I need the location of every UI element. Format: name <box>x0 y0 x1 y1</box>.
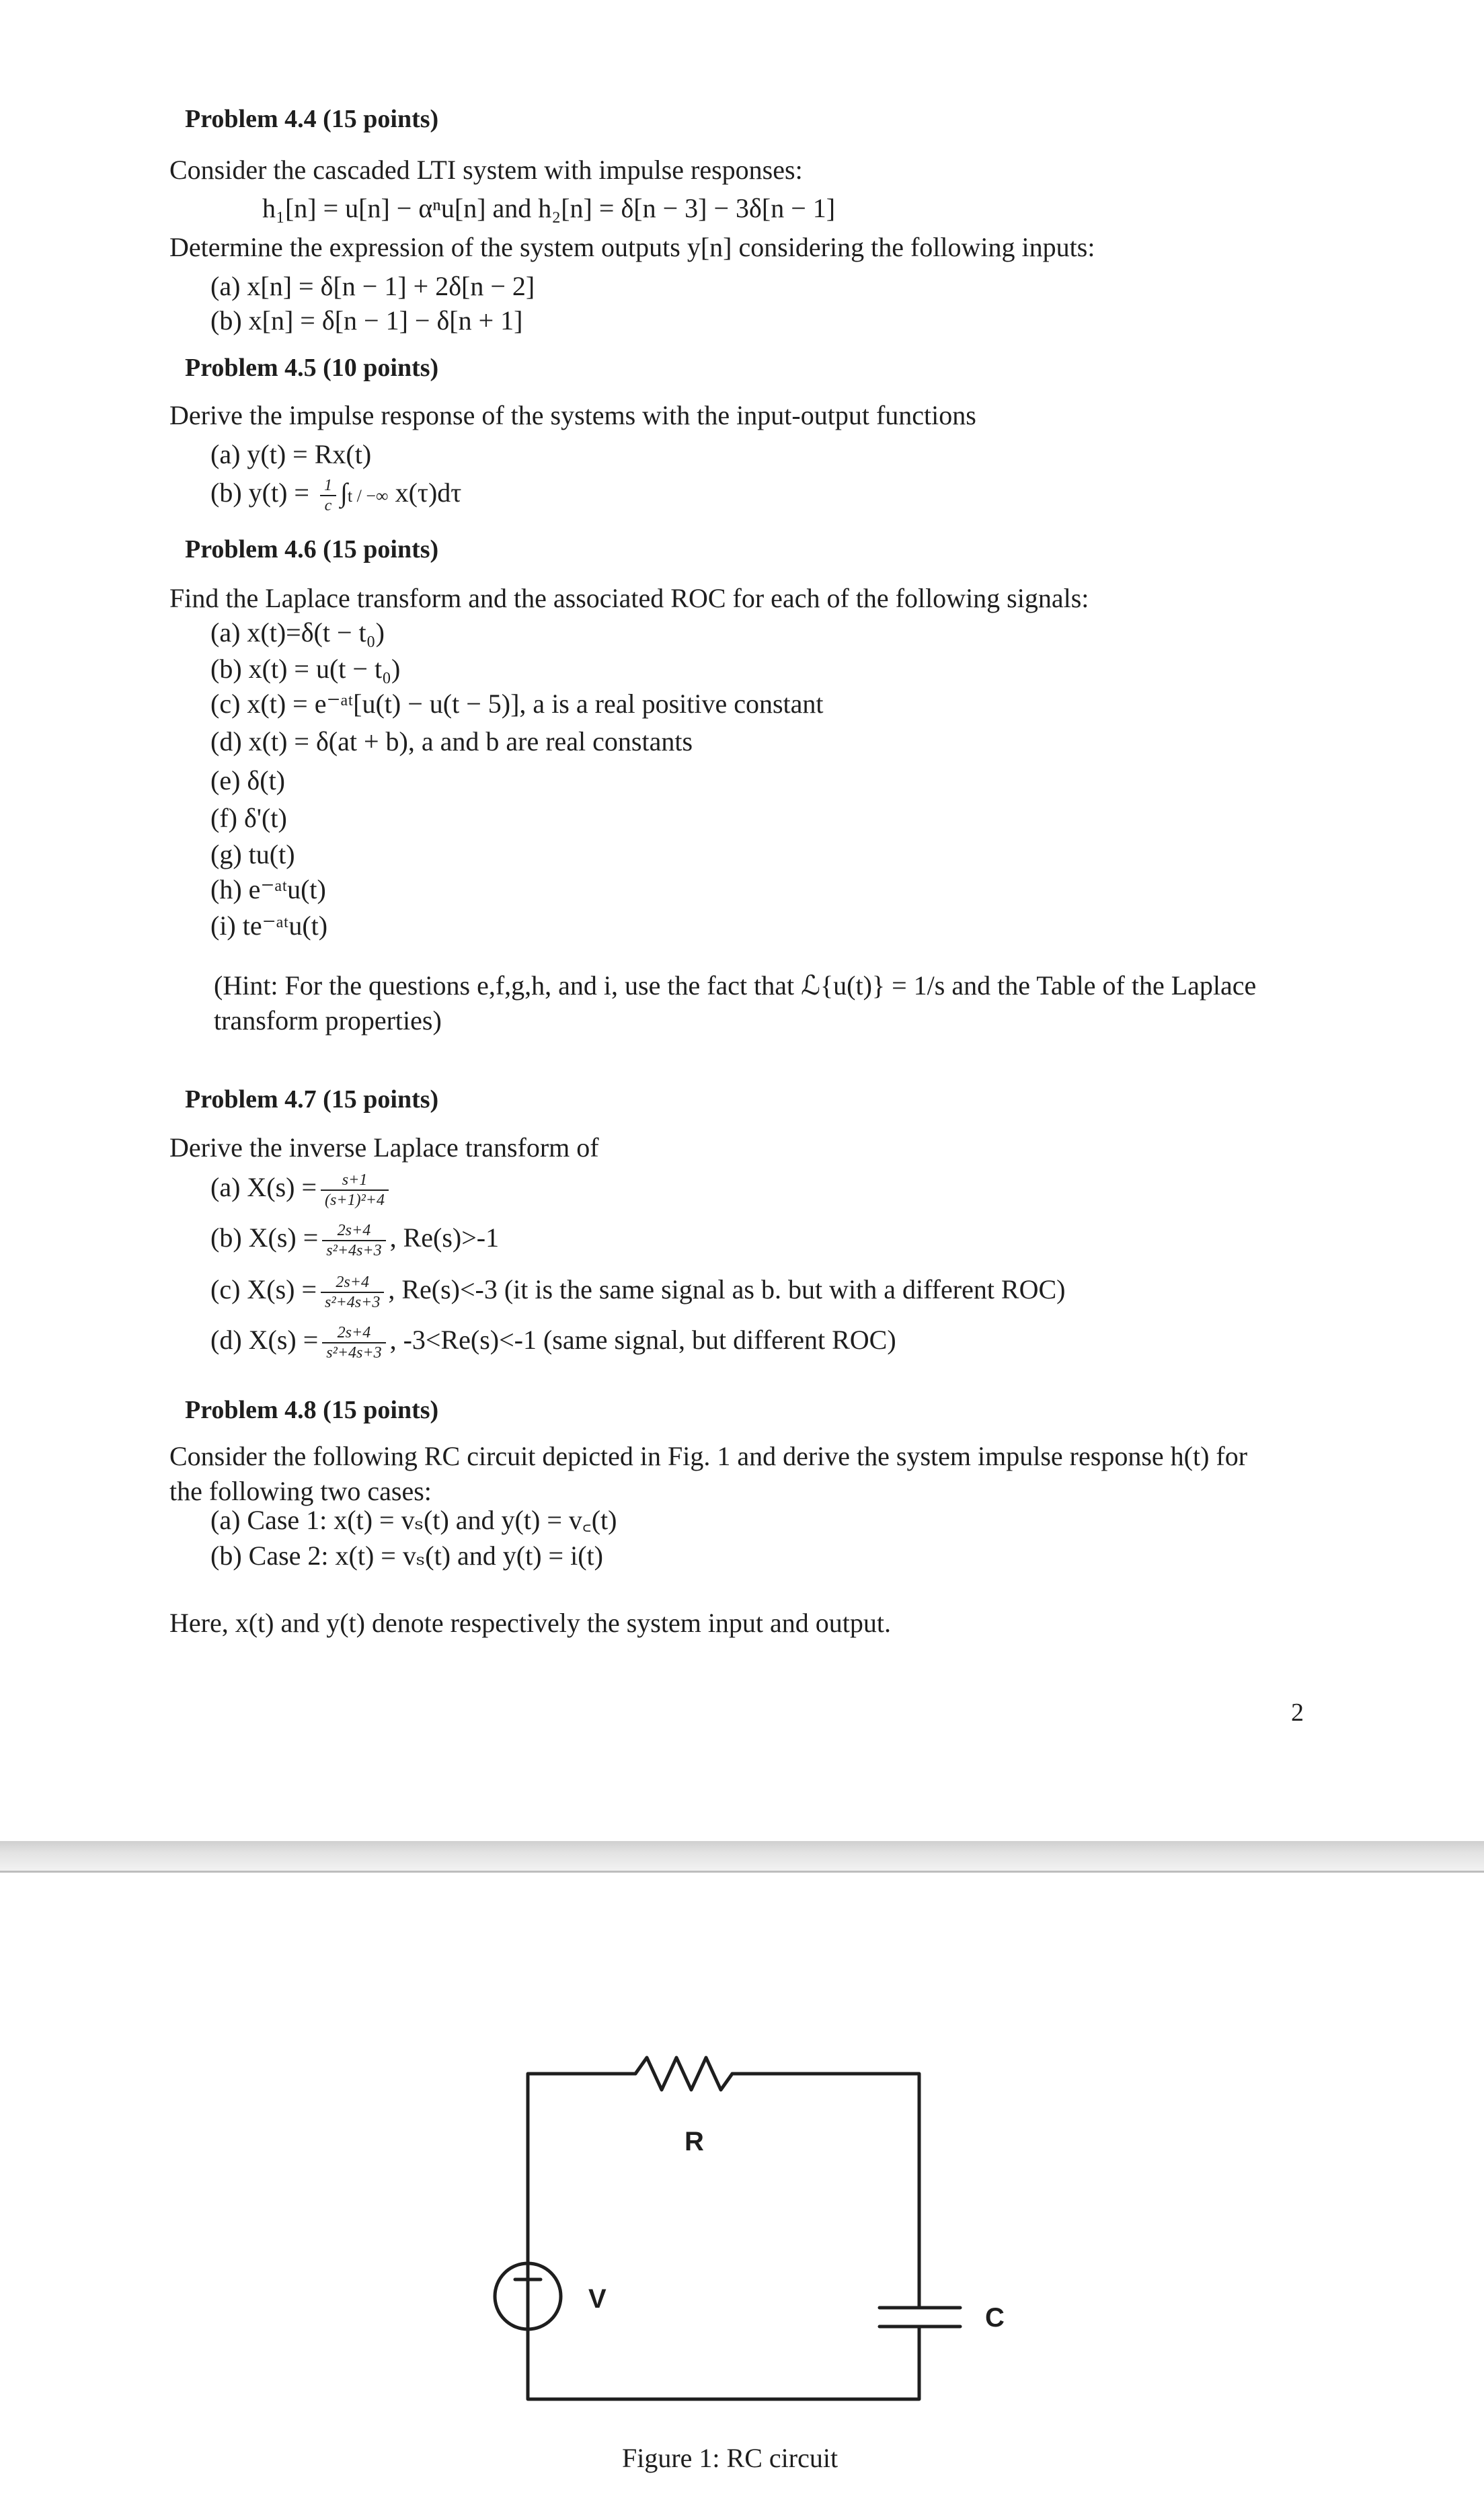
problem-4-6-item-a: (a) x(t)=δ(t − t₀) <box>210 617 385 648</box>
problem-4-5-fraction <box>320 476 336 515</box>
bottom-wire <box>528 2327 919 2399</box>
fraction-denominator: s²+4s+3 <box>325 1293 381 1311</box>
problem-4-7-item-b-roc: , Re(s)>-1 <box>389 1222 500 1253</box>
integral-sign: ∫ <box>340 477 348 508</box>
problem-4-7-item-a <box>210 1170 393 1210</box>
fraction-numerator: 1 <box>320 476 336 496</box>
resistor-label: R <box>685 2127 704 2156</box>
resistor-symbol <box>635 2058 732 2090</box>
problem-4-6-item-i: (i) te⁻ᵃᵗu(t) <box>210 910 328 941</box>
problem-4-5-item-b-prefix: (b) y(t) = <box>210 477 316 508</box>
problem-4-5-title: Problem 4.5 (10 points) <box>185 354 439 382</box>
problem-4-6-item-d: (d) x(t) = δ(at + b), a and b are real constants <box>210 726 693 756</box>
fraction-denominator: s²+4s+3 <box>326 1343 382 1362</box>
fraction-numerator: s+1 <box>321 1171 389 1191</box>
problem-4-7-intro: Derive the inverse Laplace transform of <box>169 1132 599 1163</box>
problem-4-6-item-f: (f) δ'(t) <box>210 803 287 833</box>
problem-4-4-item-a: (a) x[n] = δ[n − 1] + 2δ[n − 2] <box>210 271 535 301</box>
rc-circuit-figure <box>471 2017 1076 2448</box>
problem-4-7-item-d-roc: , -3<Re(s)<-1 (same signal, but different ROC) <box>389 1325 896 1355</box>
problem-4-8-item-b: (b) Case 2: x(t) = vₛ(t) and y(t) = i(t) <box>210 1540 603 1571</box>
problem-4-4-intro: Consider the cascaded LTI system with impulse responses: <box>169 155 803 185</box>
problem-4-4-task: Determine the expression of the system outputs y[n] considering the following inputs: <box>169 232 1095 262</box>
problem-4-7-item-b <box>210 1220 499 1260</box>
page-number: 2 <box>1291 1699 1304 1727</box>
problem-4-6-item-h: (h) e⁻ᵃᵗu(t) <box>210 874 326 904</box>
fraction-numerator: 2s+4 <box>321 1273 384 1293</box>
problem-4-8-title: Problem 4.8 (15 points) <box>185 1396 439 1424</box>
problem-4-7-item-d <box>210 1323 896 1362</box>
problem-4-6-intro: Find the Laplace transform and the associated ROC for each of the following signals: <box>169 583 1089 613</box>
fraction-denominator: (s+1)²+4 <box>325 1191 385 1209</box>
problem-4-5-item-b <box>210 475 461 515</box>
source-label: V <box>588 2284 607 2314</box>
problem-4-4-title: Problem 4.4 (15 points) <box>185 105 439 133</box>
problem-4-6-item-e: (e) δ(t) <box>210 765 285 795</box>
problem-4-6-hint: (Hint: For the questions e,f,g,h, and i, use the fact that ℒ{u(t)} = 1/s and the Table of the Laplace transform properties) <box>214 970 1257 1036</box>
problem-4-8-note: Here, x(t) and y(t) denote respectively the system input and output. <box>169 1608 892 1638</box>
problem-4-4-equation: h₁[n] = u[n] − αⁿu[n] and h₂[n] = δ[n − 3] − 3δ[n − 1] <box>262 193 836 223</box>
problem-4-7-item-b-fraction <box>322 1221 385 1260</box>
problem-4-7-item-c-roc: , Re(s)<-3 (it is the same signal as b. but with a different ROC) <box>388 1274 1066 1304</box>
fraction-numerator: 2s+4 <box>322 1221 385 1241</box>
integral-limits: t / −∞ <box>347 486 389 506</box>
problem-4-6-item-c: (c) x(t) = e⁻ᵃᵗ[u(t) − u(t − 5)], a is a real positive constant <box>210 689 824 719</box>
problem-4-6-item-b: (b) x(t) = u(t − t₀) <box>210 654 401 684</box>
fraction-denominator: s²+4s+3 <box>326 1241 382 1259</box>
problem-4-8-item-a: (a) Case 1: x(t) = vₛ(t) and y(t) = v꜀(t) <box>210 1505 617 1535</box>
problem-4-7-title: Problem 4.7 (15 points) <box>185 1085 439 1114</box>
problem-4-4-item-b: (b) x[n] = δ[n − 1] − δ[n + 1] <box>210 305 523 336</box>
top-right-wire <box>732 2074 919 2308</box>
problem-4-7-item-d-label: (d) X(s) = <box>210 1325 319 1355</box>
page-divider <box>0 1841 1484 1873</box>
top-left-wire <box>528 2074 635 2340</box>
problem-4-7-item-d-fraction <box>322 1323 385 1362</box>
problem-4-7-item-c-label: (c) X(s) = <box>210 1274 317 1304</box>
problem-4-7-item-c <box>210 1272 1066 1312</box>
problem-4-5-intro: Derive the impulse response of the systems with the input-output functions <box>169 400 976 430</box>
problem-4-6-item-g: (g) tu(t) <box>210 839 295 869</box>
problem-4-6-title: Problem 4.6 (15 points) <box>185 535 439 563</box>
figure-caption: Figure 1: RC circuit <box>622 2443 838 2473</box>
problem-4-7-item-a-label: (a) X(s) = <box>210 1172 317 1202</box>
problem-4-7-item-b-label: (b) X(s) = <box>210 1222 319 1253</box>
fraction-numerator: 2s+4 <box>322 1323 385 1343</box>
capacitor-label: C <box>985 2303 1005 2333</box>
problem-4-5-item-b-rest: x(τ)dτ <box>388 477 462 508</box>
problem-4-8-intro: Consider the following RC circuit depicted in Fig. 1 and derive the system impulse response h(t) for the following two cases: <box>169 1441 1248 1506</box>
problem-4-5-item-a: (a) y(t) = Rx(t) <box>210 439 372 469</box>
problem-4-7-item-a-fraction <box>321 1171 389 1210</box>
fraction-denominator: c <box>324 496 332 514</box>
problem-4-7-item-c-fraction <box>321 1273 384 1312</box>
